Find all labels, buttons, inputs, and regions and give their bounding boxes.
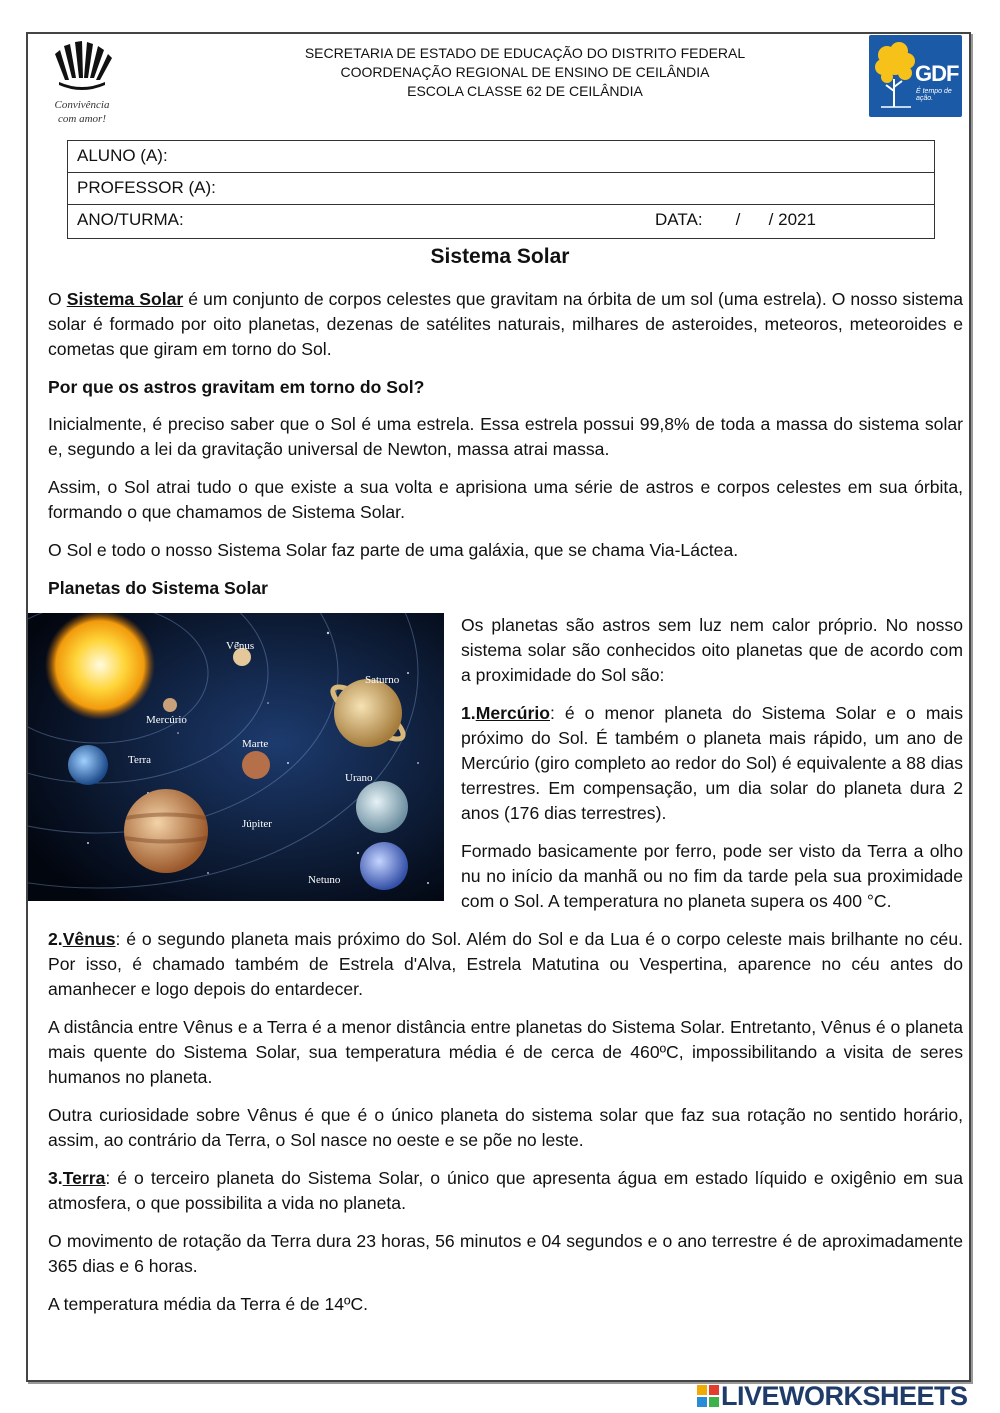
planets-intro: Os planetas são astros sem luz nem calor próprio. No nosso sistema solar são conhecidos oito planetas que de acordo com a proximidade do Sol são: — [461, 615, 963, 685]
page-title: Sistema Solar — [430, 245, 570, 268]
earth-name: Terra — [62, 1168, 106, 1188]
earth-paragraph-3: A temperatura média da Terra é de 14ºC. — [48, 1294, 369, 1314]
header-line: ESCOLA CLASSE 62 DE CEILÂNDIA — [407, 83, 643, 99]
venus-paragraph-3: Outra curiosidade sobre Vênus é que é o único planeta do sistema solar que faz sua rotação no sentido horário, assim, ao contrário da Terra, o Sol nasce no oeste e se põe no leste. — [48, 1105, 963, 1150]
header-line: COORDENAÇÃO REGIONAL DE ENSINO DE CEILÂNDIA — [340, 64, 710, 80]
school-logo — [46, 40, 118, 132]
liveworksheets-logo-icon — [697, 1385, 719, 1407]
neptune-icon — [360, 842, 408, 890]
intro-keyword: Sistema Solar — [66, 289, 184, 309]
date-label: DATA: / / 2021 — [655, 210, 816, 229]
earth-paragraph-2: O movimento de rotação da Terra dura 23 horas, 56 minutos e 04 segundos e o ano terrestre é de aproximadamente 365 dias e 6 horas. — [48, 1231, 963, 1276]
intro-paragraph — [48, 287, 963, 362]
class-date-row[interactable] — [68, 205, 934, 238]
gdf-tagline: É tempo de ação. — [916, 88, 952, 102]
header-line: SECRETARIA DE ESTADO DE EDUCAÇÃO DO DISTRITO FEDERAL — [304, 45, 746, 61]
article-body — [48, 287, 963, 1330]
planets-heading: Planetas do Sistema Solar — [48, 578, 269, 598]
ipe-tree-icon — [873, 39, 919, 115]
earth-icon — [68, 745, 108, 785]
gdf-logo — [869, 35, 962, 117]
earth-paragraph — [48, 1166, 963, 1216]
uranus-icon — [356, 781, 408, 833]
gravity-paragraph: Assim, o Sol atrai tudo o que existe a sua volta e aprisiona uma série de astros e corpos celestes em sua órbita, formando o que chamamos de Sistema Solar. — [48, 477, 963, 522]
teacher-label: PROFESSOR (A): — [77, 178, 216, 197]
solar-system-figure — [28, 613, 444, 901]
neptune-label: Netuno — [308, 874, 341, 886]
class-label: ANO/TURMA: — [77, 210, 184, 229]
intro-prefix: O — [48, 289, 67, 309]
venus-number: 2. — [48, 929, 63, 949]
venus-text: : é o segundo planeta mais próximo do Sol. Além do Sol e da Lua é o corpo celeste mais brilhante no céu. Por isso, é chamado também de Estrela d'Alva, Estrela Matutina ou Vespertina, aparence no céu antes do amanhecer e logo depois do entardecer. — [48, 929, 963, 999]
logo-caption: Convivência com amor! — [54, 99, 110, 125]
jupiter-icon — [124, 789, 208, 873]
jupiter-label: Júpiter — [242, 818, 272, 830]
mars-icon — [242, 751, 270, 779]
venus-paragraph-2: A distância entre Vênus e a Terra é a menor distância entre planetas do Sistema Solar. Entretanto, Vênus é o planeta mais quente do Sistema Solar, sua temperatura média é de cerca de 460ºC, impossibilitando a visita de seres humanos no planeta. — [48, 1017, 963, 1087]
venus-label: Vênus — [226, 640, 255, 652]
student-label: ALUNO (A): — [77, 146, 168, 165]
mercury-paragraph-2: Formado basicamente por ferro, pode ser visto da Terra a olho nu no início da manhã ou no fim da tarde pela sua proximidade com o Sol. A temperatura no planeta supera os 400 °C. — [461, 841, 963, 911]
saturn-label: Saturno — [365, 674, 400, 686]
gravity-paragraph: O Sol e todo o nosso Sistema Solar faz parte de uma galáxia, que se chama Via-Láctea. — [48, 540, 739, 560]
solar-system-illustration — [28, 613, 444, 901]
earth-label: Terra — [128, 754, 152, 766]
intro-text: é um conjunto de corpos celestes que gravitam na órbita de um sol (uma estrela). O nosso sistema solar é formado por oito planetas, dezenas de satélites naturais, milhares de asteroides, meteoros, meteoroides e cometas que giram em torno do Sol. — [48, 289, 964, 359]
earth-number: 3. — [48, 1168, 63, 1188]
sun-icon — [45, 613, 155, 720]
school-emblem-icon — [51, 40, 113, 90]
venus-paragraph — [48, 927, 963, 1002]
mars-label: Marte — [242, 738, 269, 750]
mercury-text: : é o menor planeta do Sistema Solar e o mais próximo do Sol. É também o planeta mais rápido, um ano de Mercúrio (giro completo ao redor do Sol) é equivalente a 88 dias terrestres. Em compensação, um dia solar do planeta dura 2 anos (176 dias terrestres). — [461, 703, 963, 823]
liveworksheets-wordmark: LIVEWORKSHEETS — [721, 1381, 968, 1411]
student-info-table — [67, 140, 935, 239]
mercury-label: Mercúrio — [146, 714, 187, 726]
institution-header — [250, 44, 800, 101]
mercury-number: 1. — [461, 703, 476, 723]
teacher-row[interactable] — [68, 173, 934, 205]
uranus-label: Urano — [345, 772, 373, 784]
student-row[interactable] — [68, 141, 934, 173]
mercury-icon — [163, 698, 177, 712]
gravity-paragraph: Inicialmente, é preciso saber que o Sol é uma estrela. Essa estrela possui 99,8% de toda a massa do sistema solar e, segundo a lei da gravitação universal de Newton, massa atrai massa. — [48, 414, 963, 459]
earth-text: : é o terceiro planeta do Sistema Solar, o único que apresenta água em estado líquido e oxigênio em sua atmosfera, o que possibilita a vida no planeta. — [48, 1168, 963, 1213]
gravity-heading: Por que os astros gravitam em torno do Sol? — [48, 377, 425, 397]
mercury-name: Mercúrio — [475, 703, 550, 723]
gdf-wordmark: GDF — [915, 61, 959, 86]
venus-name: Vênus — [62, 929, 116, 949]
